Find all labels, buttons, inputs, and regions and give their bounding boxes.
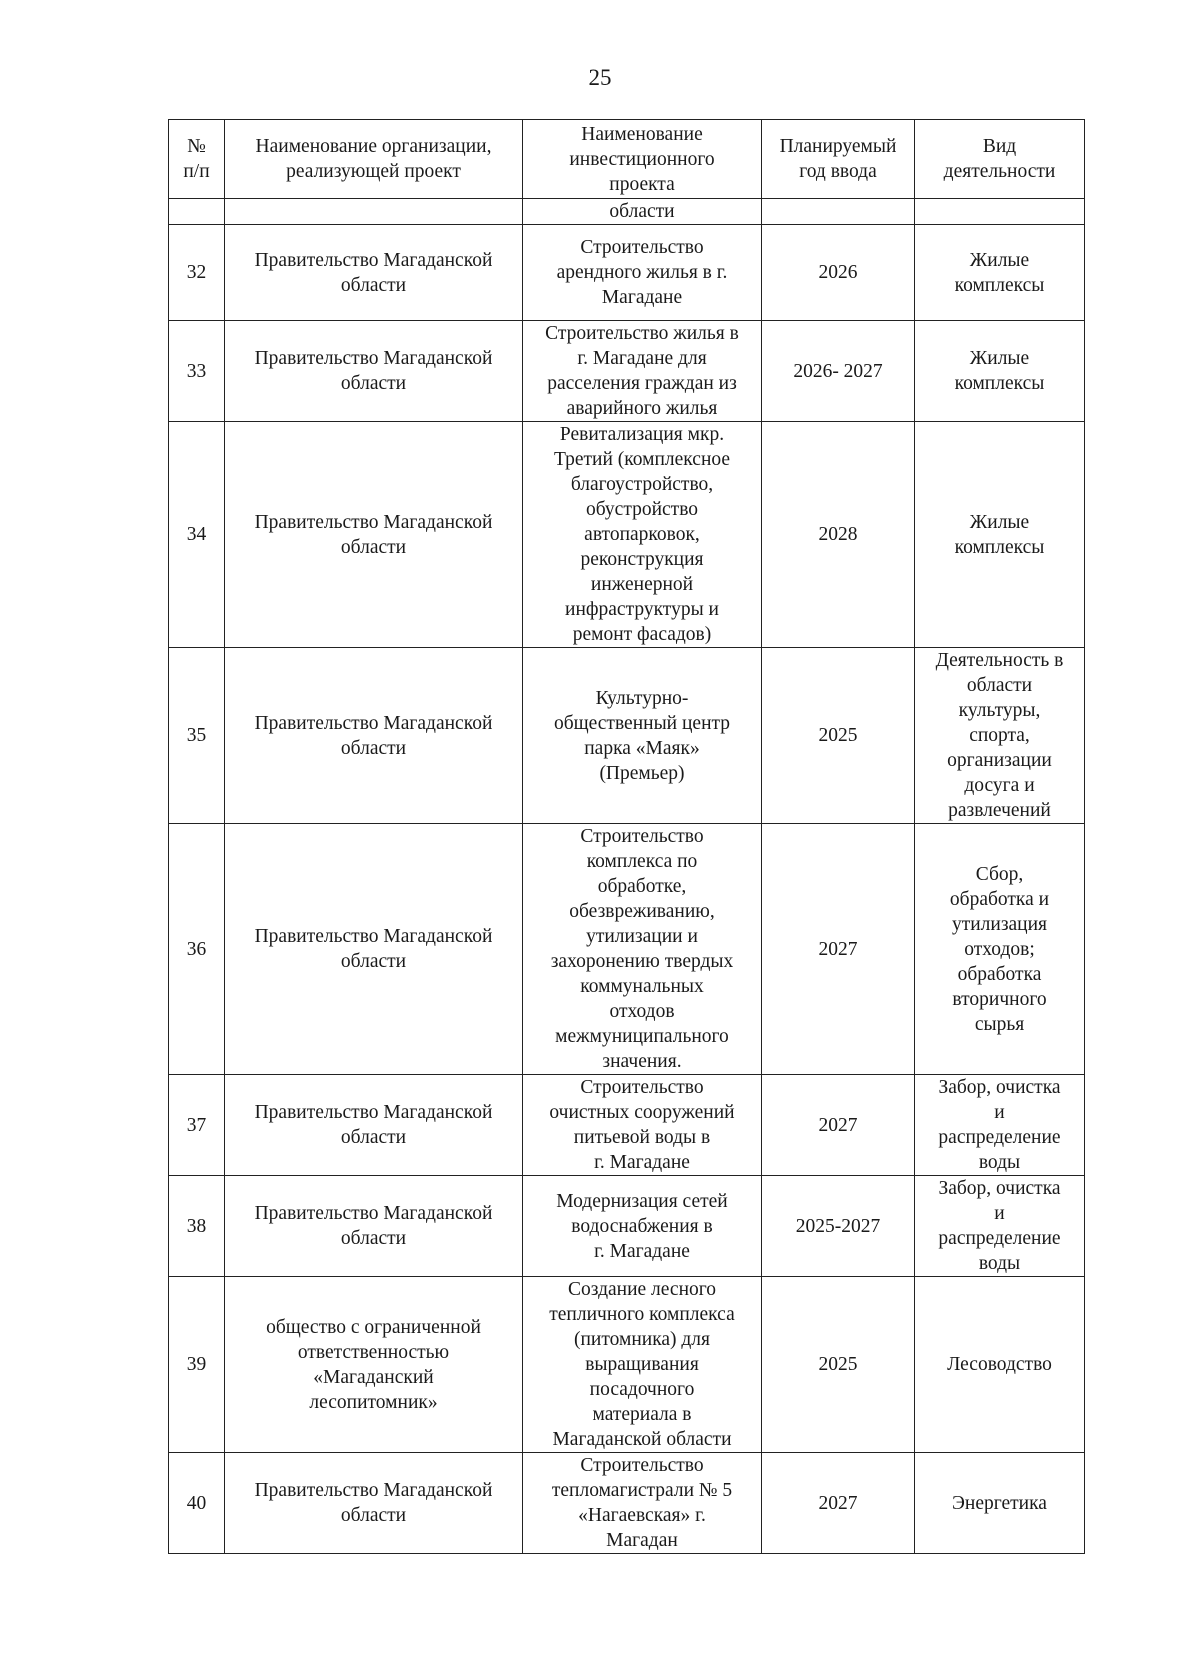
activity-cell: Сбор, обработка и утилизация отходов; обработка вторичного сырья [915, 824, 1085, 1075]
row-number-cell: 39 [169, 1277, 225, 1453]
year-cell: 2027 [762, 1075, 915, 1176]
year-cell: 2026 [762, 225, 915, 321]
year-cell: 2026- 2027 [762, 321, 915, 422]
header-year: Планируемый год ввода [762, 120, 915, 199]
year-cell: 2025 [762, 648, 915, 824]
table-row [169, 422, 1085, 648]
table-header-row [169, 120, 1085, 199]
row-number-cell: 34 [169, 422, 225, 648]
row-number-cell: 37 [169, 1075, 225, 1176]
row-number-cell: 32 [169, 225, 225, 321]
row-number-cell: 33 [169, 321, 225, 422]
year-cell: 2027 [762, 1453, 915, 1554]
year-cell: 2028 [762, 422, 915, 648]
organization-cell: Правительство Магаданской области [225, 648, 523, 824]
project-cell: Модернизация сетей водоснабжения в г. Магадане [523, 1176, 762, 1277]
activity-cell: Жилые комплексы [915, 225, 1085, 321]
header-activity: Вид деятельности [915, 120, 1085, 199]
investment-projects-table [168, 119, 1085, 1554]
year-cell: 2025-2027 [762, 1176, 915, 1277]
table-row [169, 648, 1085, 824]
project-cell: Строительство тепломагистрали № 5 «Нагаевская» г. Магадан [523, 1453, 762, 1554]
organization-cell: Правительство Магаданской области [225, 422, 523, 648]
project-cell: Строительство комплекса по обработке, обезвреживанию, утилизации и захоронению твердых коммунальных отходов межмуниципального значения. [523, 824, 762, 1075]
project-cell: Ревитализация мкр. Третий (комплексное благоустройство, обустройство автопарковок, реконструкция инженерной инфраструктуры и ремонт фасадов) [523, 422, 762, 648]
organization-cell: общество с ограниченной ответственностью «Магаданский лесопитомник» [225, 1277, 523, 1453]
activity-cell: Деятельность в области культуры, спорта, организации досуга и развлечений [915, 648, 1085, 824]
year-cell: 2025 [762, 1277, 915, 1453]
table-row [169, 1075, 1085, 1176]
table-cell [915, 199, 1085, 225]
activity-cell: Жилые комплексы [915, 422, 1085, 648]
row-number-cell: 35 [169, 648, 225, 824]
table-cell [225, 199, 523, 225]
table-cell: области [523, 199, 762, 225]
activity-cell: Забор, очистка и распределение воды [915, 1075, 1085, 1176]
organization-cell: Правительство Магаданской области [225, 321, 523, 422]
project-cell: Создание лесного тепличного комплекса (питомника) для выращивания посадочного материала в Магаданской области [523, 1277, 762, 1453]
row-number-cell: 40 [169, 1453, 225, 1554]
project-cell: Культурно- общественный центр парка «Маяк» (Премьер) [523, 648, 762, 824]
activity-cell: Забор, очистка и распределение воды [915, 1176, 1085, 1277]
page-number: 25 [588, 65, 612, 90]
table-cell [762, 199, 915, 225]
activity-cell: Энергетика [915, 1453, 1085, 1554]
table-row [169, 1453, 1085, 1554]
organization-cell: Правительство Магаданской области [225, 1453, 523, 1554]
organization-cell: Правительство Магаданской области [225, 824, 523, 1075]
activity-cell: Жилые комплексы [915, 321, 1085, 422]
organization-cell: Правительство Магаданской области [225, 1075, 523, 1176]
project-cell: Строительство арендного жилья в г. Магадане [523, 225, 762, 321]
activity-cell: Лесоводство [915, 1277, 1085, 1453]
project-cell: Строительство очистных сооружений питьевой воды в г. Магадане [523, 1075, 762, 1176]
row-number-cell: 36 [169, 824, 225, 1075]
table-cell [169, 199, 225, 225]
table-row [169, 321, 1085, 422]
table-row [169, 225, 1085, 321]
header-project: Наименование инвестиционного проекта [523, 120, 762, 199]
organization-cell: Правительство Магаданской области [225, 1176, 523, 1277]
table-row [169, 1176, 1085, 1277]
organization-cell: Правительство Магаданской области [225, 225, 523, 321]
header-number: № п/п [169, 120, 225, 199]
year-cell: 2027 [762, 824, 915, 1075]
table-row [169, 824, 1085, 1075]
project-cell: Строительство жилья в г. Магадане для расселения граждан из аварийного жилья [523, 321, 762, 422]
continuation-row [169, 199, 1085, 225]
table-row [169, 1277, 1085, 1453]
row-number-cell: 38 [169, 1176, 225, 1277]
header-organization: Наименование организации, реализующей проект [225, 120, 523, 199]
